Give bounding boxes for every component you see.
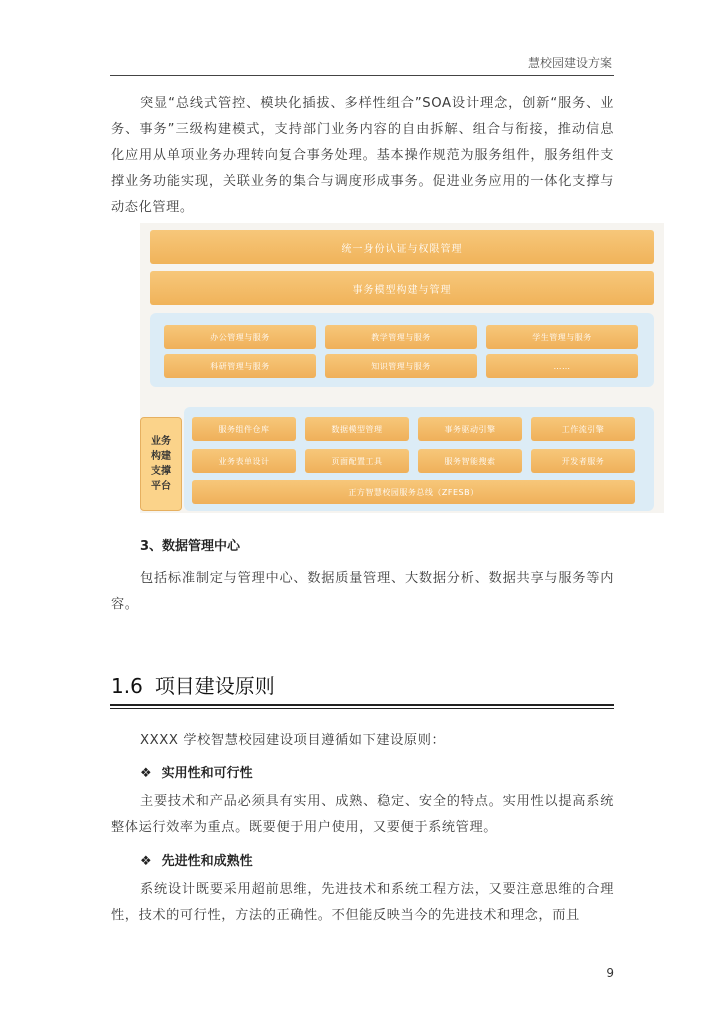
platform-component: 开发者服务 bbox=[531, 449, 635, 473]
platform-component: 服务智能搜索 bbox=[418, 449, 522, 473]
principle-2-heading: ❖ 先进性和成熟性 bbox=[140, 854, 253, 869]
principle-1-heading: ❖ 实用性和可行性 bbox=[140, 766, 253, 781]
business-services-panel bbox=[150, 313, 654, 387]
section-heading-rule-thin bbox=[110, 708, 614, 709]
header-rule bbox=[110, 75, 614, 76]
platform-component: 业务表单设计 bbox=[192, 449, 296, 473]
principle-2-text: 系统设计既要采用超前思维，先进技术和系统工程方法，又要注意思维的合理性，技术的可行性，方法的正确性。不但能反映当今的先进技术和理念，而且 bbox=[111, 882, 614, 923]
principles-intro: XXXX 学校智慧校园建设项目遵循如下建设原则： bbox=[140, 733, 446, 748]
intro-paragraph: 突显“总线式管控、模块化插拔、多样性组合”SOA设计理念，创新“服务、业务、事务”三级构建模式，支持部门业务内容的自由拆解、组合与衔接，推动信息化应用从单项业务办理转向复合事务处理。基本操作规范为服务组件，服务组件支撑业务功能实现，关联业务的集合与调度形成事务。促进业务应用的一体化支撑与动态化管理。 bbox=[111, 96, 614, 215]
platform-component: 工作流引擎 bbox=[531, 417, 635, 441]
soa-architecture-diagram bbox=[140, 223, 664, 513]
identity-auth-bar: 统一身份认证与权限管理 bbox=[150, 230, 654, 264]
business-service-item: 学生管理与服务 bbox=[486, 325, 638, 349]
page-number: 9 bbox=[606, 966, 614, 980]
platform-component: 数据模型管理 bbox=[305, 417, 409, 441]
section-3-paragraph: 包括标准制定与管理中心、数据质量管理、大数据分析、数据共享与服务等内容。 bbox=[111, 571, 614, 612]
business-service-item: …… bbox=[486, 354, 638, 378]
platform-panel bbox=[184, 407, 654, 511]
transaction-model-bar: 事务模型构建与管理 bbox=[150, 271, 654, 305]
section-3-heading: 3、数据管理中心 bbox=[140, 539, 241, 554]
platform-component: 页面配置工具 bbox=[305, 449, 409, 473]
running-header-title: 慧校园建设方案 bbox=[527, 56, 612, 70]
diamond-bullet-icon: ❖ bbox=[140, 854, 152, 869]
principle-1-text: 主要技术和产品必须具有实用、成熟、稳定、安全的特点。实用性以提高系统整体运行效率为重点。既要便于用户使用，又要便于系统管理。 bbox=[111, 794, 614, 835]
service-bus-bar: 正方智慧校园服务总线（ZFESB） bbox=[192, 480, 635, 504]
section-1-6-heading bbox=[111, 670, 275, 699]
platform-component: 服务组件仓库 bbox=[192, 417, 296, 441]
platform-side-label: 业务构建支撑平台 bbox=[140, 417, 182, 511]
business-service-item: 科研管理与服务 bbox=[164, 354, 316, 378]
section-heading-rule bbox=[110, 704, 614, 706]
business-service-item: 教学管理与服务 bbox=[325, 325, 477, 349]
business-service-item: 办公管理与服务 bbox=[164, 325, 316, 349]
section-number: 1.6 bbox=[111, 674, 143, 698]
section-title: 项目建设原则 bbox=[154, 674, 275, 698]
diamond-bullet-icon: ❖ bbox=[140, 766, 152, 781]
business-service-item: 知识管理与服务 bbox=[325, 354, 477, 378]
platform-component: 事务驱动引擎 bbox=[418, 417, 522, 441]
